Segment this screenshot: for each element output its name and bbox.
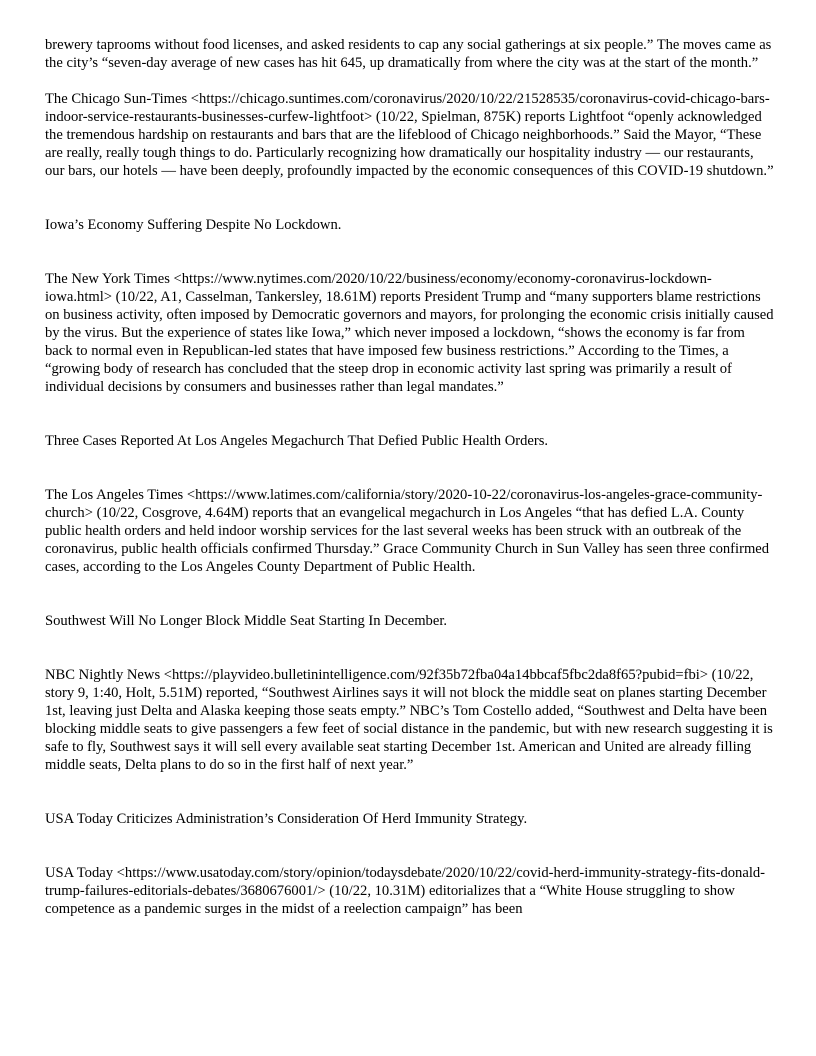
headline-iowa-economy: Iowa’s Economy Suffering Despite No Lockdown. bbox=[45, 217, 342, 233]
headline-southwest-middle-seat: Southwest Will No Longer Block Middle Seat Starting In December. bbox=[45, 613, 448, 629]
headline-la-megachurch: Three Cases Reported At Los Angeles Megachurch That Defied Public Health Orders. bbox=[45, 433, 549, 449]
section-spacer bbox=[45, 774, 775, 810]
body-paragraph-la-times: The Los Angeles Times <https://www.latimes.com/california/story/2020-10-22/coronavirus-los-angeles-grace-community-church> (10/22, Cosgrove, 4.64M) reports that an evangelical megachurch in Los Angeles “that has defied L.A. County public health orders and held indoor worship services for the last several weeks has been struck with an outbreak of the coronavirus, public health officials confirmed Thursday.” Grace Community Church in Sun Valley has seen three confirmed cases, according to the Los Angeles County Department of Public Health. bbox=[45, 487, 770, 575]
section-spacer bbox=[45, 450, 775, 486]
section-spacer bbox=[45, 180, 775, 216]
body-paragraph-usa-today: USA Today <https://www.usatoday.com/story/opinion/todaysdebate/2020/10/22/covid-herd-immunity-strategy-fits-donald-trump-failures-editorials-debates/3680676001/> (10/22, 10.31M) editorializes that a “White House struggling to show competence as a pandemic surges in the midst of a reelection campaign” has been bbox=[45, 865, 766, 917]
body-paragraph-chicago-restrictions: brewery taprooms without food licenses, and asked residents to cap any social gatherings at six people.” The moves came as the city’s “seven-day average of new cases has hit 645, up dramatically from where the city was at the start of the month.” bbox=[45, 37, 772, 71]
paragraph-spacer bbox=[45, 72, 775, 90]
body-paragraph-sun-times: The Chicago Sun-Times <https://chicago.suntimes.com/coronavirus/2020/10/22/21528535/coronavirus-covid-chicago-bars-indoor-service-restaurants-businesses-curfew-lightfoot> (10/22, Spielman, 875K) reports Lightfoot “openly acknowledged the tremendous hardship on restaurants and bars that are the lifeblood of Chicago neighborhoods.” Said the Mayor, “These are really, really tough things to do. Particularly recognizing how dramatically our hospitality industry — our restaurants, our bars, our hotels — have been deeply, profoundly impacted by the economic consequences of this COVID-19 shutdown.” bbox=[45, 91, 774, 179]
section-spacer bbox=[45, 576, 775, 612]
section-spacer bbox=[45, 828, 775, 864]
headline-usa-today-herd-immunity: USA Today Criticizes Administration’s Consideration Of Herd Immunity Strategy. bbox=[45, 811, 528, 827]
section-spacer bbox=[45, 396, 775, 432]
document-page bbox=[45, 36, 775, 918]
body-paragraph-nyt-iowa: The New York Times <https://www.nytimes.com/2020/10/22/business/economy/economy-coronavirus-lockdown-iowa.html> (10/22, A1, Casselman, Tankersley, 18.61M) reports President Trump and “many supporters blame restrictions on business activity, often imposed by Democratic governors and mayors, for prolonging the economic crisis initially caused by the virus. But the experience of states like Iowa,” which never imposed a lockdown, “shows the economy is far from back to normal even in Republican-led states that have imposed few business restrictions.” According to the Times, a “growing body of research has concluded that the steep drop in economic activity last spring was primarily a result of individual decisions by consumers and businesses rather than legal mandates.” bbox=[45, 271, 774, 395]
section-spacer bbox=[45, 234, 775, 270]
body-paragraph-nbc-nightly: NBC Nightly News <https://playvideo.bulletinintelligence.com/92f35b72fba04a14bbcaf5fbc2da8f65?pubid=fbi> (10/22, story 9, 1:40, Holt, 5.51M) reported, “Southwest Airlines says it will not block the middle seat on planes starting December 1st, leaving just Delta and Alaska keeping those seats empty.” NBC’s Tom Costello added, “Southwest and Delta have been blocking middle seats to give passengers a few feet of social distance in the pandemic, but with new research suggesting it is safe to fly, Southwest says it will sell every available seat starting December 1st. American and United are already filling middle seats, Delta plans to do so in the first half of next year.” bbox=[45, 667, 773, 773]
section-spacer bbox=[45, 630, 775, 666]
